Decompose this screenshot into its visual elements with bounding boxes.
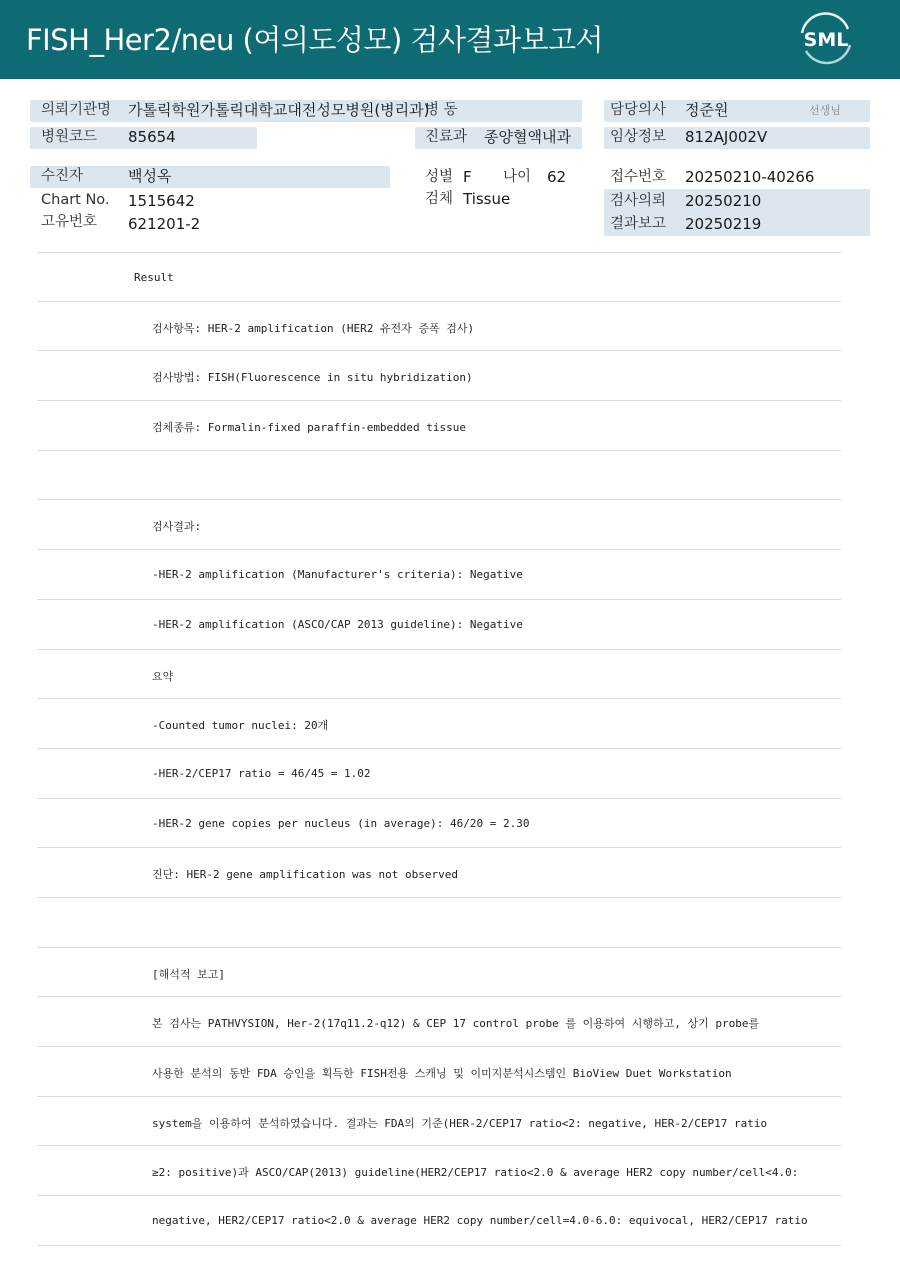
- report-line: 사용한 분석의 동반 FDA 승인을 획득한 FISH전용 스캐닝 및 이미지분석시스템인 BioView Duet Workstation: [152, 1067, 732, 1080]
- report-row: [37, 302, 841, 352]
- report-line: 요약: [152, 669, 174, 683]
- report-line: 검사방법: FISH(Fluorescence in situ hybridization): [152, 371, 473, 385]
- report-row: [37, 401, 841, 451]
- sex-label: 성별: [425, 169, 454, 185]
- doctor-label: 담당의사: [610, 102, 667, 118]
- report-row-heading: [37, 252, 841, 302]
- specimen-value: Tissue: [463, 190, 511, 208]
- report-row: [37, 451, 841, 501]
- report-header: [0, 0, 900, 79]
- dept-value: 종양혈액내과: [484, 128, 571, 146]
- report-line: [해석적 보고]: [152, 967, 225, 981]
- doctor-suffix: 선생님: [809, 104, 841, 117]
- report-row: [37, 1047, 841, 1097]
- clinical-label: 임상정보: [610, 129, 667, 145]
- patient-label: 수진자: [41, 168, 84, 184]
- report-row: [37, 650, 841, 700]
- ward-label: 병 동: [425, 102, 458, 118]
- sml-logo: [796, 11, 856, 67]
- chart-label: Chart No.: [41, 192, 110, 208]
- report-line: -Counted tumor nuclei: 20개: [152, 719, 329, 733]
- patient-value: 백성옥: [128, 167, 172, 185]
- report-row: [37, 1097, 841, 1147]
- report-line: Result: [134, 271, 174, 284]
- report-row: [37, 550, 841, 600]
- receipt-value: 20250210-40266: [685, 168, 815, 186]
- report-title: FISH_Her2/neu (여의도성모) 검사결과보고서: [26, 23, 604, 57]
- report-row: [37, 997, 841, 1047]
- request-label: 검사의뢰: [610, 193, 667, 209]
- report-line: negative, HER2/CEP17 ratio<2.0 & average HER2 copy number/cell=4.0-6.0: equivocal, HER2/CEP17 ratio: [152, 1214, 808, 1228]
- clinical-value: 812AJ002V: [685, 128, 768, 146]
- report-row: [37, 799, 841, 849]
- age-label: 나이: [503, 169, 532, 185]
- report-row: [37, 1146, 841, 1196]
- report-line: -HER-2 amplification (ASCO/CAP 2013 guideline): Negative: [152, 617, 523, 631]
- result-date-label: 결과보고: [610, 216, 667, 232]
- institution-label: 의뢰기관명: [41, 102, 112, 118]
- hospital-code-label: 병원코드: [41, 129, 98, 145]
- report-row: [37, 898, 841, 948]
- report-line: system을 이용하여 분석하였습니다. 결과는 FDA의 기준(HER-2/CEP17 ratio<2: negative, HER-2/CEP17 ratio: [152, 1116, 768, 1130]
- sex-value: F: [463, 168, 472, 186]
- report-row: [37, 351, 841, 401]
- dept-label: 진료과: [425, 129, 468, 145]
- report-row: [37, 500, 841, 550]
- report-line: 검체종류: Formalin-fixed paraffin-embedded tissue: [152, 421, 467, 435]
- report-row: [37, 699, 841, 749]
- institution-value: 가톨릭학원가톨릭대학교대전성모병원(병리과): [128, 101, 430, 119]
- report-line: -HER-2 amplification (Manufacturer's criteria): Negative: [152, 568, 523, 582]
- specimen-label: 검체: [425, 191, 454, 207]
- report-line: -HER-2/CEP17 ratio = 46/45 = 1.02: [152, 766, 371, 780]
- patient-bar: [30, 166, 390, 188]
- doctor-value: 정준원: [685, 101, 729, 119]
- hospital-code-value: 85654: [128, 128, 176, 146]
- report-row: [37, 948, 841, 998]
- report-line: 검사항목: HER-2 amplification (HER2 유전자 증폭 검사): [152, 321, 475, 335]
- report-row: [37, 749, 841, 799]
- report-line: 검사결과:: [152, 520, 202, 534]
- report-line: -HER-2 gene copies per nucleus (in average): 46/20 = 2.30: [152, 816, 530, 830]
- logo-text: SML: [803, 29, 849, 51]
- report-body: [37, 252, 841, 1246]
- report-line: ≥2: positive)과 ASCO/CAP(2013) guideline(HER2/CEP17 ratio<2.0 & average HER2 copy number/cell<4.0:: [152, 1166, 799, 1180]
- receipt-label: 접수번호: [610, 169, 667, 185]
- request-value: 20250210: [685, 192, 762, 210]
- report-row: [37, 848, 841, 898]
- age-value: 62: [547, 168, 567, 186]
- report-line: 진단: HER-2 gene amplification was not observed: [152, 868, 459, 882]
- report-row: [37, 600, 841, 650]
- chart-value: 1515642: [128, 192, 195, 210]
- id-label: 고유번호: [41, 214, 98, 230]
- report-line: 본 검사는 PATHVYSION, Her-2(17q11.2-q12) & CEP 17 control probe 를 이용하여 시행하고, 상기 probe를: [152, 1017, 760, 1031]
- result-date-value: 20250219: [685, 215, 762, 233]
- id-value: 621201-2: [128, 215, 201, 233]
- report-row: [37, 1196, 841, 1246]
